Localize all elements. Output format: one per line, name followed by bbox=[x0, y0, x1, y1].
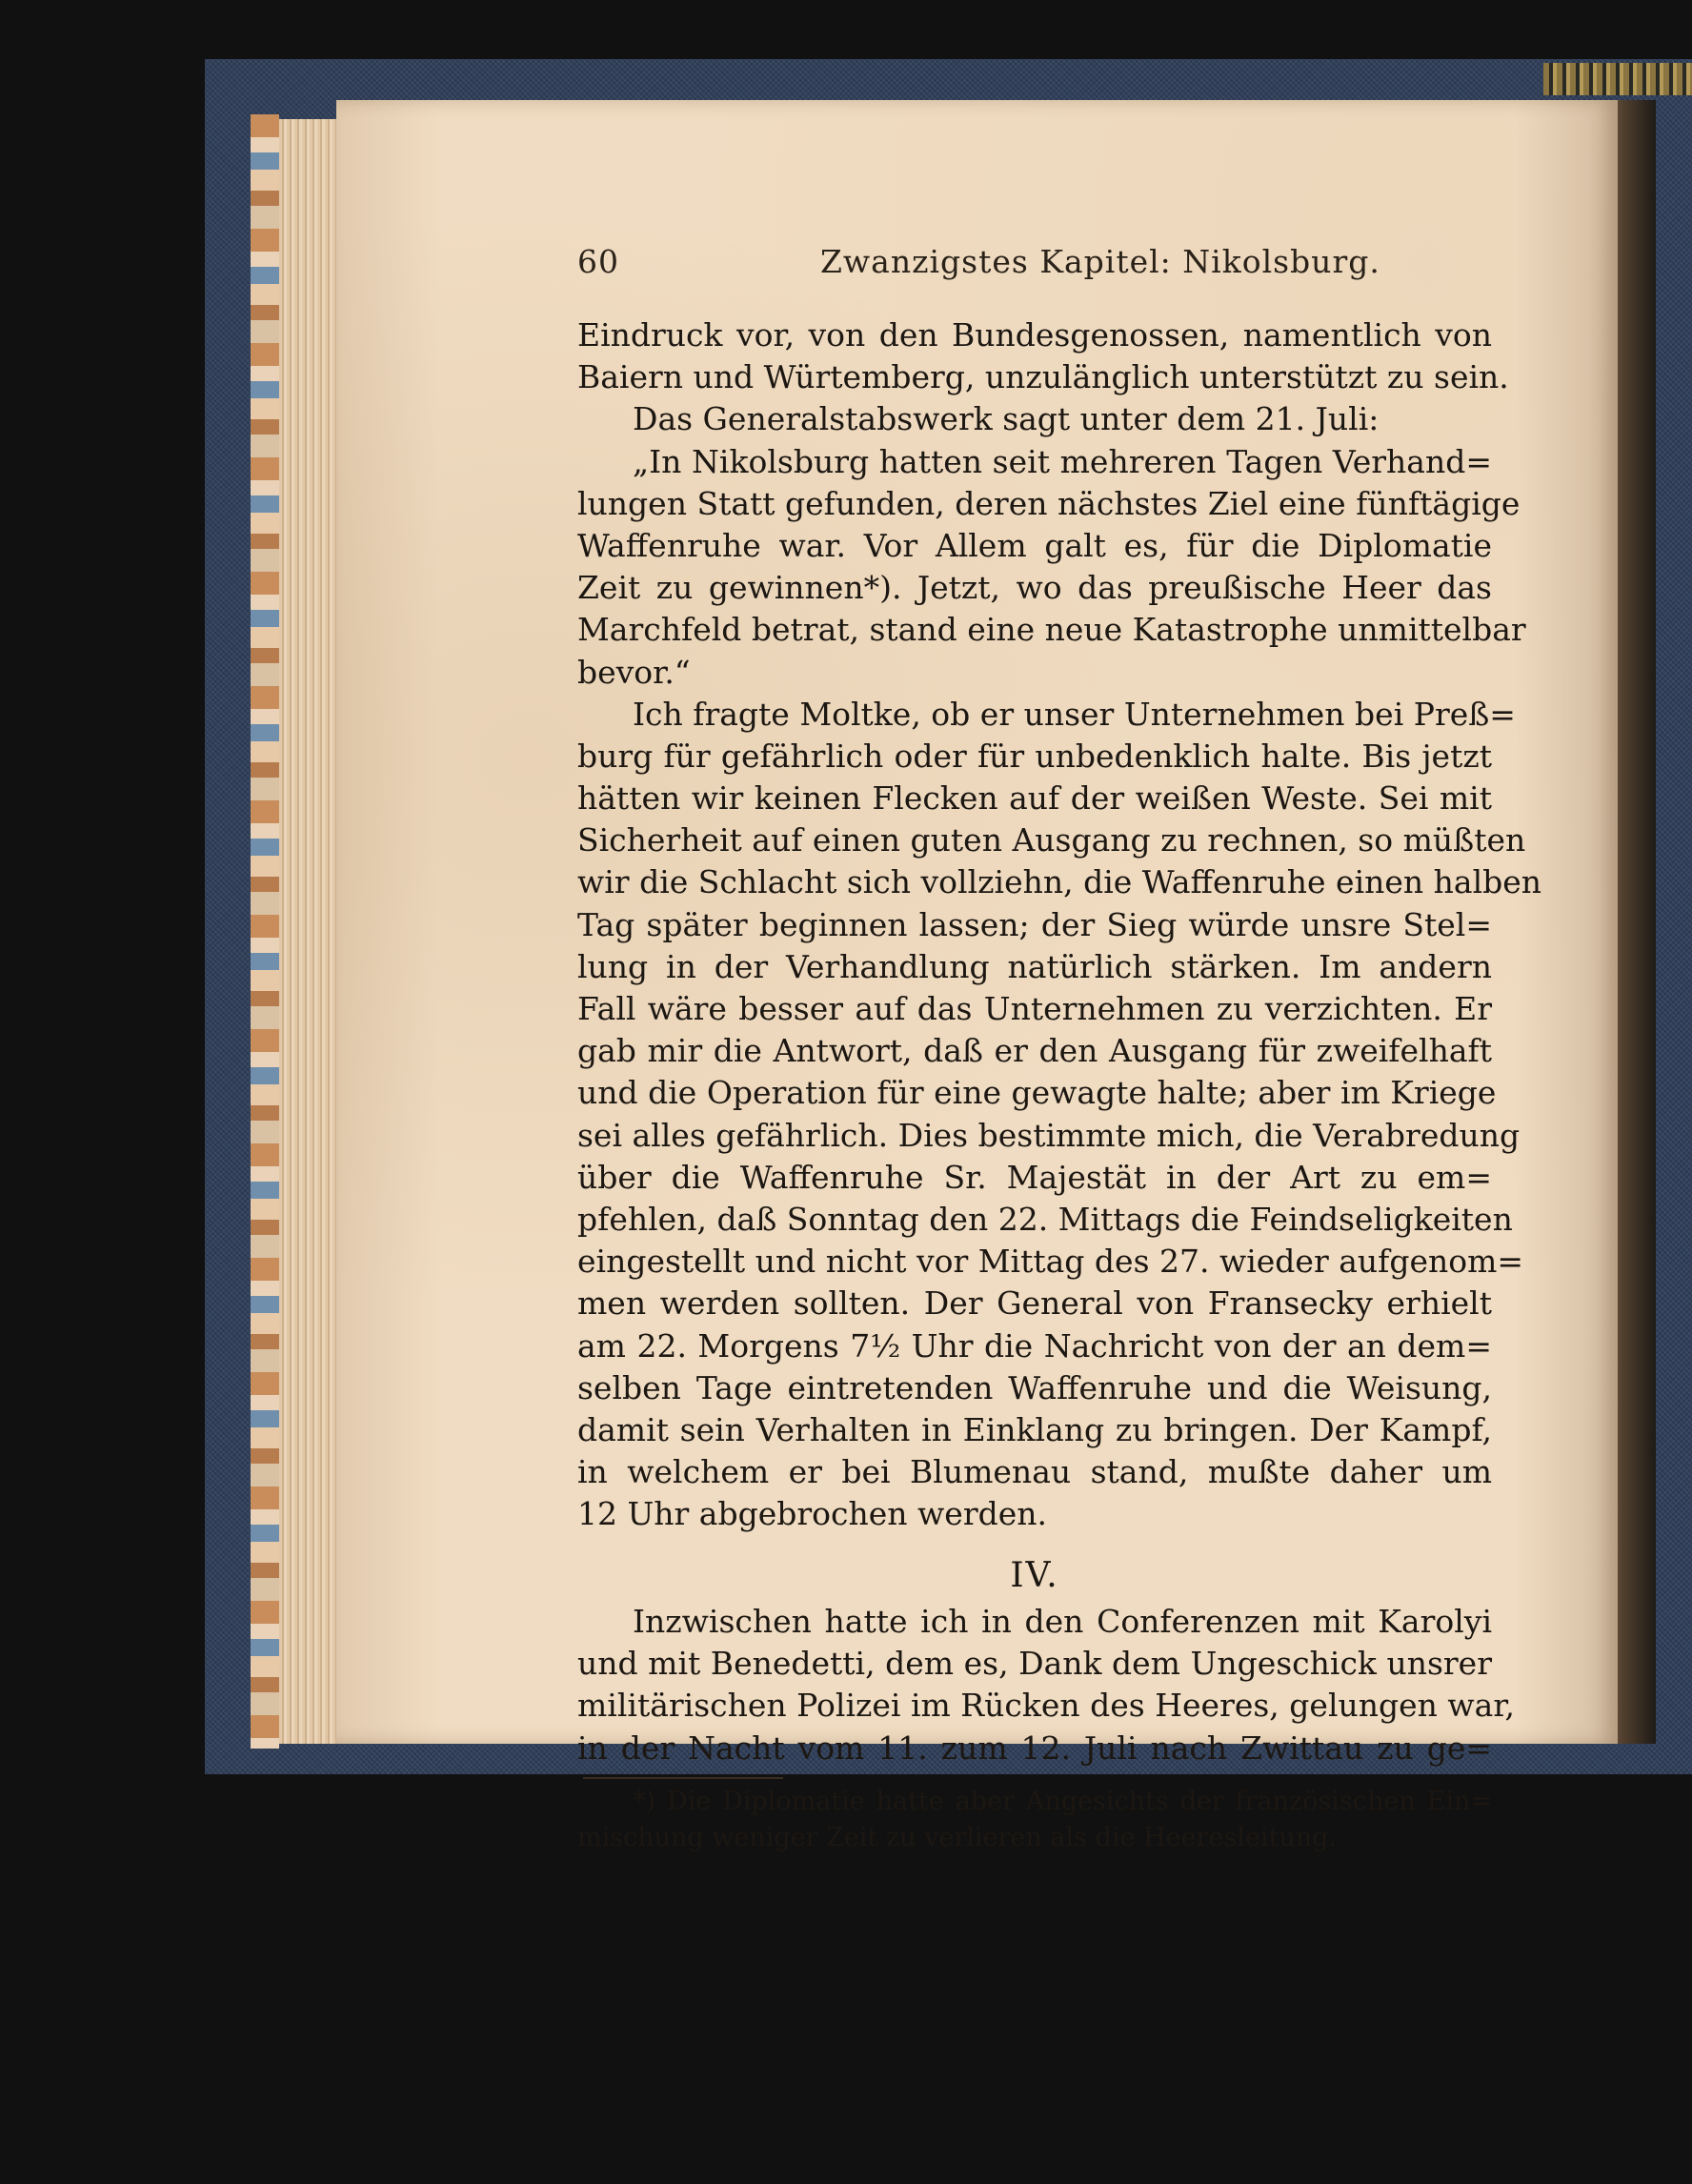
text-line: und mit Benedetti, dem es, Dank dem Ungeschick unsrer bbox=[577, 1645, 1492, 1683]
text-line: in der Nacht vom 11. zum 12. Juli nach Zwittau zu ge= bbox=[577, 1729, 1492, 1767]
marbled-endpaper bbox=[251, 114, 279, 1749]
text-line: wir die Schlacht sich vollziehn, die Waffenruhe einen halben bbox=[577, 863, 1542, 901]
text-line: Sicherheit auf einen guten Ausgang zu rechnen, so müßten bbox=[577, 821, 1526, 859]
footnote-line: mischung weniger Zeit zu verlieren als die Heeresleitung. bbox=[577, 1823, 1338, 1852]
text-line: Fall wäre besser auf das Unternehmen zu verzichten. Er bbox=[577, 990, 1492, 1027]
page-number: 60 bbox=[577, 243, 619, 280]
text-line: 12 Uhr abgebrochen werden. bbox=[577, 1495, 1047, 1533]
footnote-rule bbox=[583, 1777, 783, 1779]
chapter-title: Zwanzigstes Kapitel: Nikolsburg. bbox=[820, 243, 1380, 280]
text-line: men werden sollten. Der General von Fransecky erhielt bbox=[577, 1284, 1492, 1323]
text-line: Eindruck vor, von den Bundesgenossen, namentlich von bbox=[577, 316, 1492, 354]
text-line: Das Generalstabswerk sagt unter dem 21. Juli: bbox=[633, 400, 1380, 438]
section-text bbox=[577, 1601, 1515, 1769]
text-line: Marchfeld betrat, stand eine neue Katastrophe unmittelbar bbox=[577, 611, 1526, 649]
text-line: lungen Statt gefunden, deren nächstes Ziel eine fünftägige bbox=[577, 484, 1521, 522]
text-line: „In Nikolsburg hatten seit mehreren Tagen Verhand= bbox=[633, 442, 1492, 480]
text-line: damit sein Verhalten in Einklang zu bringen. Der Kampf, bbox=[577, 1410, 1492, 1448]
text-line: in welchem er bei Blumenau stand, mußte daher um bbox=[577, 1453, 1492, 1491]
text-line: gab mir die Antwort, daß er den Ausgang für zweifelhaft bbox=[577, 1032, 1492, 1070]
text-line: und die Operation für eine gewagte halte; aber im Kriege bbox=[577, 1074, 1497, 1112]
text-line: selben Tage eintretenden Waffenruhe und die Weisung, bbox=[577, 1368, 1492, 1406]
text-line: pfehlen, daß Sonntag den 22. Mittags die Feindseligkeiten bbox=[577, 1200, 1513, 1238]
text-line: über die Waffenruhe Sr. Majestät in der Art zu em= bbox=[577, 1158, 1492, 1196]
text-line: Waffenruhe war. Vor Allem galt es, für die Diplomatie bbox=[577, 526, 1492, 564]
footnote-line: *) Die Diplomatie hatte aber Angesichts der französischen Ein= bbox=[633, 1787, 1492, 1816]
section-heading: IV. bbox=[1010, 1556, 1059, 1595]
text-line: lung in der Verhandlung natürlich stärken. Im andern bbox=[577, 947, 1492, 985]
text-line: Inzwischen hatte ich in den Conferenzen mit Karolyi bbox=[633, 1603, 1492, 1640]
text-line: Zeit zu gewinnen*). Jetzt, wo das preußische Heer das bbox=[577, 569, 1492, 607]
text-line: eingestellt und nicht vor Mittag des 27. wieder aufgenom= bbox=[577, 1243, 1524, 1281]
text-line: am 22. Morgens 7½ Uhr die Nachricht von der an dem= bbox=[577, 1326, 1492, 1365]
text-line: hätten wir keinen Flecken auf der weißen Weste. Sei mit bbox=[577, 779, 1492, 818]
spine-gold-band bbox=[1543, 63, 1692, 95]
text-line: Ich fragte Moltke, ob er unser Unternehmen bei Preß= bbox=[633, 695, 1516, 733]
text-line: bevor.“ bbox=[577, 653, 691, 691]
book-spine-shadow bbox=[1618, 100, 1656, 1744]
text-line: militärischen Polizei im Rücken des Heeres, gelungen war, bbox=[577, 1687, 1515, 1725]
page-edges bbox=[279, 119, 336, 1744]
footnote bbox=[577, 1784, 1492, 1856]
body-text bbox=[577, 314, 1542, 1535]
text-line: burg für gefährlich oder für unbedenklich halte. Bis jetzt bbox=[577, 737, 1492, 775]
text-line: Baiern und Würtemberg, unzulänglich unterstützt zu sein. bbox=[577, 358, 1509, 396]
text-line: Tag später beginnen lassen; der Sieg würde unsre Stel= bbox=[577, 905, 1492, 943]
text-line: sei alles gefährlich. Dies bestimmte mich, die Verabredung bbox=[577, 1116, 1521, 1154]
